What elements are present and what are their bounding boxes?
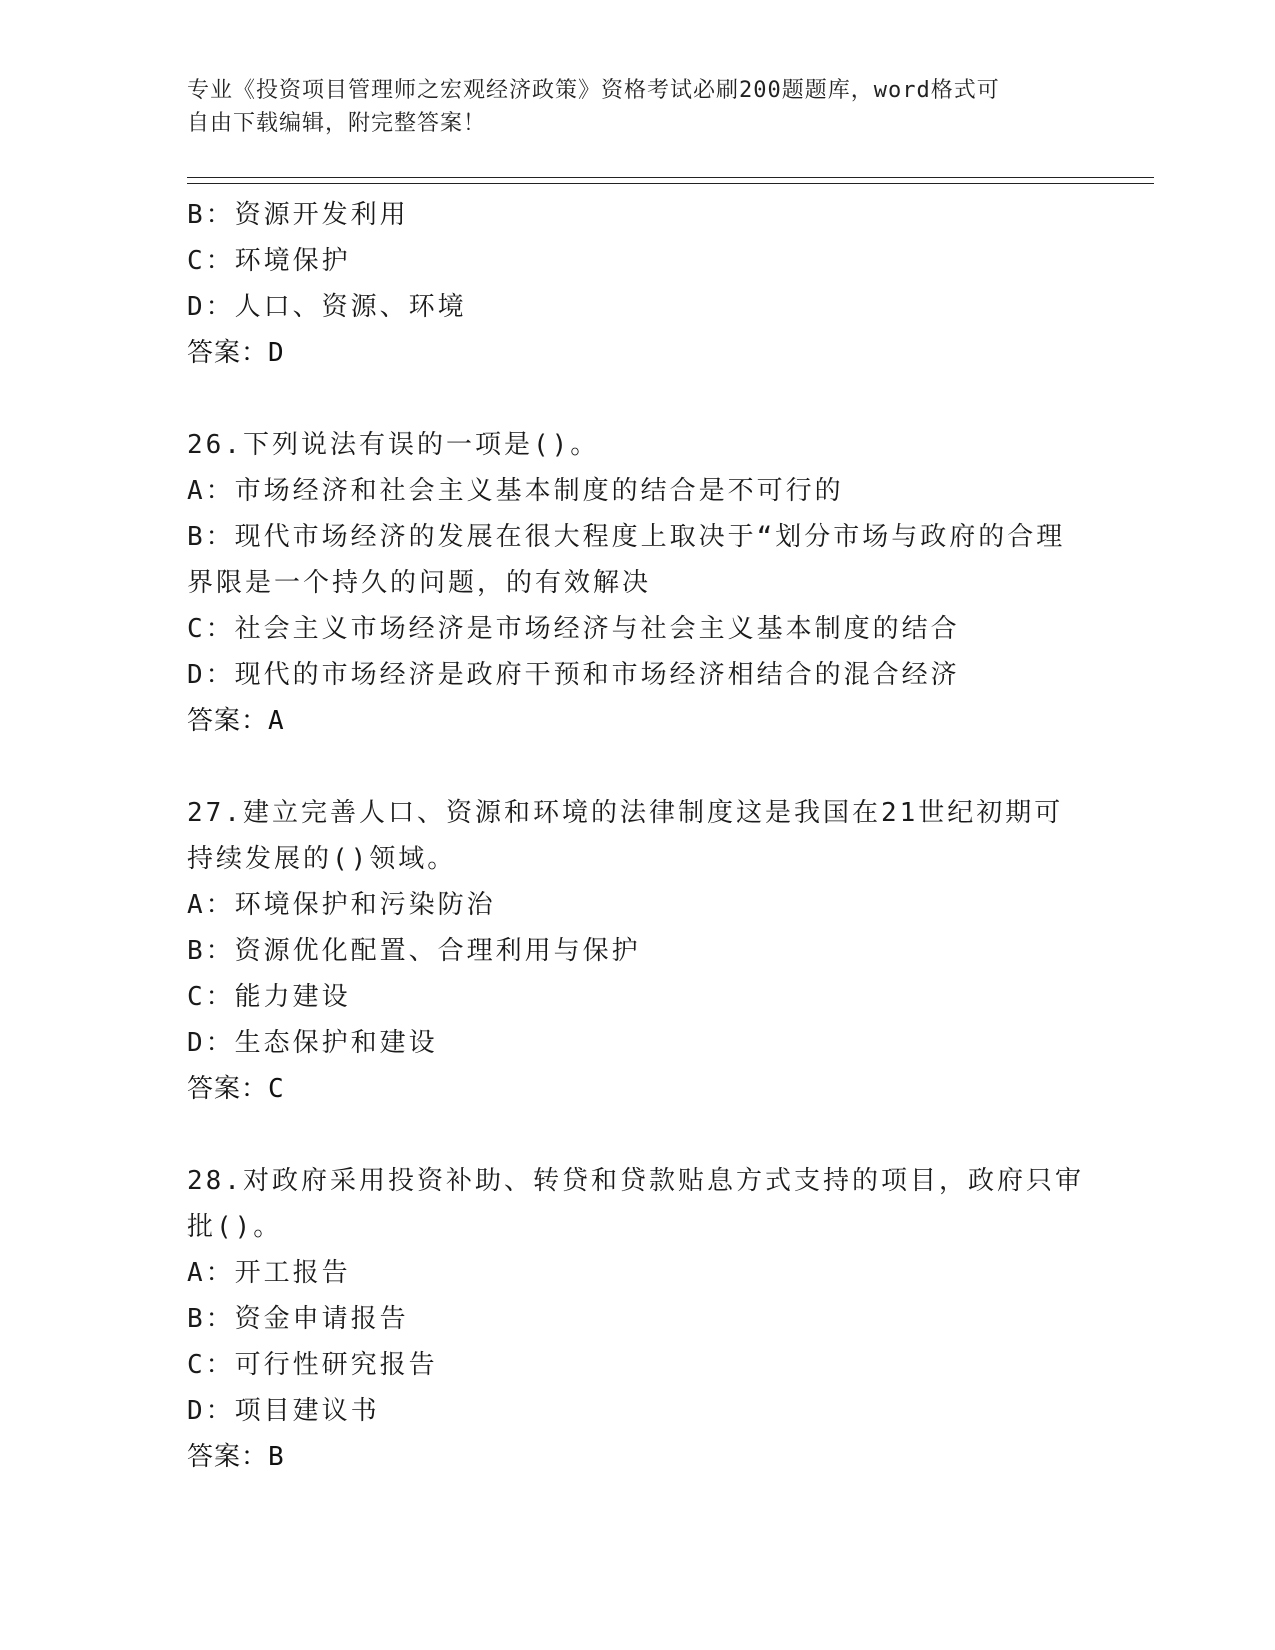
option-d: D：现代的市场经济是政府干预和市场经济相结合的混合经济 <box>187 660 960 690</box>
question-stem: 28.对政府采用投资补助、转贷和贷款贴息方式支持的项目，政府只审 <box>187 1166 1084 1196</box>
option-b: B：资源优化配置、合理利用与保护 <box>187 936 641 966</box>
option-d: D：项目建议书 <box>187 1396 380 1426</box>
option-d: D：人口、资源、环境 <box>187 292 467 322</box>
header-divider-top <box>187 177 1154 178</box>
option-b-continued: 界限是一个持久的问题，的有效解决 <box>187 568 652 598</box>
header-line-2: 自由下载编辑，附完整答案！ <box>187 111 487 136</box>
spacer <box>187 744 1087 790</box>
answer-line: 答案：C <box>187 1074 285 1104</box>
header-line-1: 专业《投资项目管理师之宏观经济政策》资格考试必刷200题题库，word格式可 <box>187 78 1000 103</box>
option-c: C：社会主义市场经济是市场经济与社会主义基本制度的结合 <box>187 614 960 644</box>
question-27 <box>187 790 1087 1112</box>
option-c: C：环境保护 <box>187 246 351 276</box>
option-a: A：环境保护和污染防治 <box>187 890 496 920</box>
question-stem-continued: 持续发展的()领域。 <box>187 844 457 874</box>
option-c: C：能力建设 <box>187 982 351 1012</box>
question-content <box>187 192 1087 1480</box>
question-stem-continued: 批()。 <box>187 1212 283 1242</box>
option-c: C：可行性研究报告 <box>187 1350 438 1380</box>
spacer <box>187 1112 1087 1158</box>
answer-line: 答案：D <box>187 338 285 368</box>
question-stem: 26.下列说法有误的一项是()。 <box>187 430 600 460</box>
document-header <box>187 74 1067 140</box>
option-a: A：开工报告 <box>187 1258 351 1288</box>
option-d: D：生态保护和建设 <box>187 1028 438 1058</box>
option-a: A：市场经济和社会主义基本制度的结合是不可行的 <box>187 476 844 506</box>
option-b: B：资源开发利用 <box>187 200 409 230</box>
answer-line: 答案：A <box>187 706 285 736</box>
prev-question <box>187 192 1087 376</box>
option-b: B：资金申请报告 <box>187 1304 409 1334</box>
option-b: B：现代市场经济的发展在很大程度上取决于“划分市场与政府的合理 <box>187 522 1066 552</box>
question-28 <box>187 1158 1087 1480</box>
header-divider-bottom <box>187 183 1154 184</box>
answer-line: 答案：B <box>187 1442 285 1472</box>
question-stem: 27.建立完善人口、资源和环境的法律制度这是我国在21世纪初期可 <box>187 798 1064 828</box>
question-26 <box>187 422 1087 744</box>
spacer <box>187 376 1087 422</box>
